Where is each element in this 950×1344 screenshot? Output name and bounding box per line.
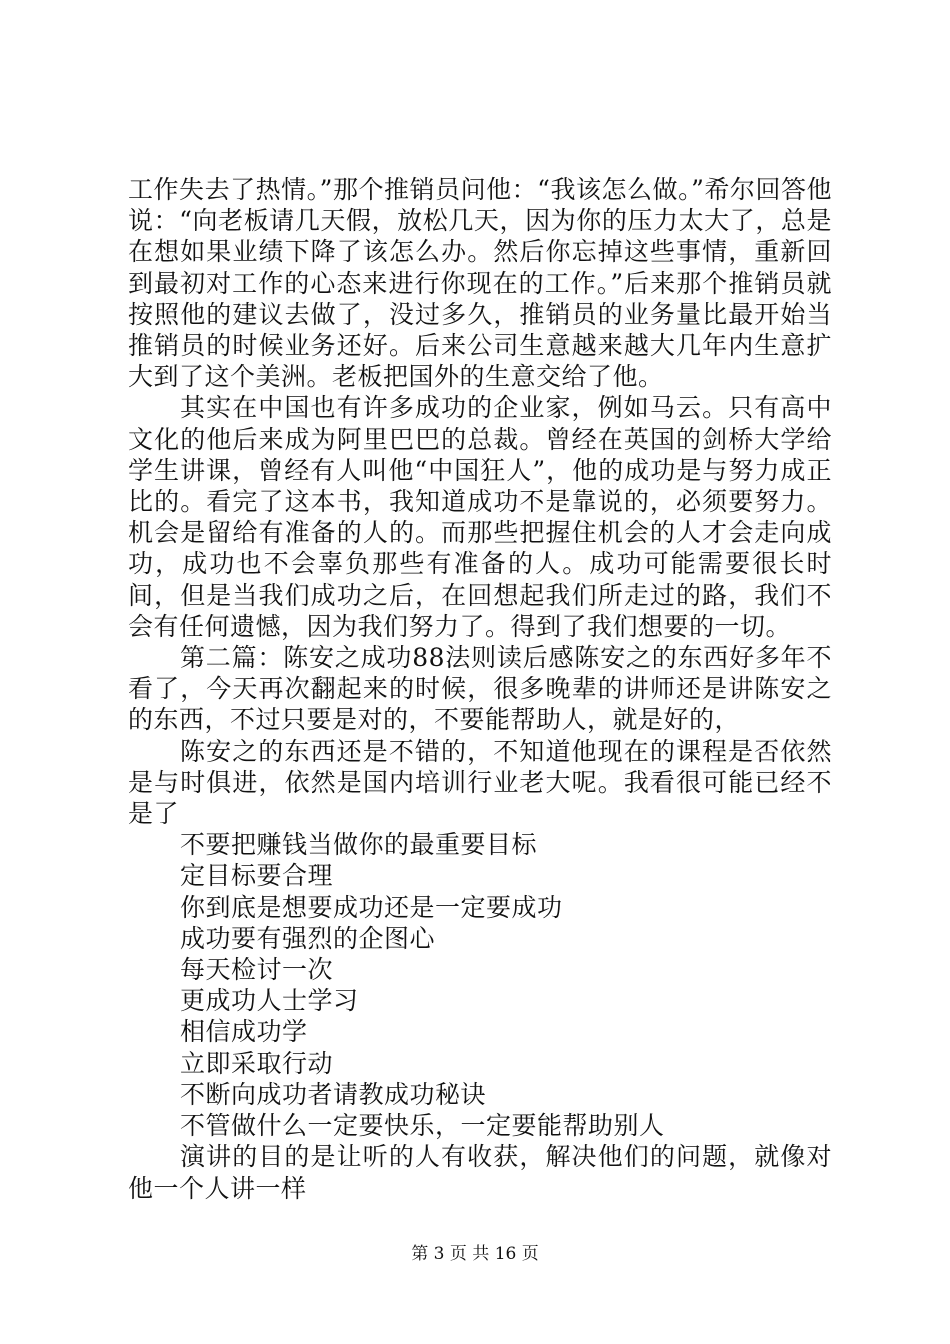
rules-list [128,829,832,1141]
list-item: 定目标要合理 [180,861,334,891]
paragraph-4: 陈安之的东西还是不错的，不知道他现在的课程是否依然是与时俱进，依然是国内培训行业老大呢。我看很可能已经不是了 [128,736,832,829]
page-footer: 第 3 页 共 16 页 [411,1244,539,1264]
list-item: 你到底是想要成功还是一定要成功 [180,892,563,922]
list-item: 不要把赚钱当做你的最重要目标 [180,830,538,860]
list-item: 不管做什么一定要快乐，一定要能帮助别人 [180,1111,665,1141]
paragraph-3: 第二篇：陈安之成功88法则读后感陈安之的东西好多年不看了，今天再次翻起来的时候，很多晚辈的讲师还是讲陈安之的东西，不过只要是对的，不要能帮助人，就是好的， [128,643,832,735]
list-item: 相信成功学 [180,1017,308,1047]
closing-paragraph: 演讲的目的是让听的人有收获，解决他们的问题，就像对他一个人讲一样 [128,1142,832,1203]
list-item: 成功要有强烈的企图心 [180,923,436,953]
list-item: 每天检讨一次 [180,955,334,985]
list-item: 不断向成功者请教成功秘诀 [180,1079,487,1109]
paragraph-1: 工作失去了热情。”那个推销员问他：“我该怎么做。”希尔回答他说：“向老板请几天假，放松几天，因为你的压力太大了，总是在想如果业绩下降了该怎么办。然后你忘掉这些事情，重新回到最初对工作的心态来进行你现在的工作。”后来那个推销员就按照他的建议去做了，没过多久，推销员的业务量比最开始当推销员的时候业务还好。后来公司生意越来越大几年内生意扩大到了这个美洲。老板把国外的生意交给了他。 [128,175,832,392]
list-item: 更成功人士学习 [180,986,359,1016]
paragraph-2: 其实在中国也有许多成功的企业家，例如马云。只有高中文化的他后来成为阿里巴巴的总裁。曾经在英国的剑桥大学给学生讲课，曾经有人叫他“中国狂人”，他的成功是与努力成正比的。看完了这本书，我知道成功不是靠说的，必须要努力。机会是留给有准备的人的。而那些把握住机会的人才会走向成功，成功也不会辜负那些有准备的人。成功可能需要很长时间，但是当我们成功之后，在回想起我们所走过的路，我们不会有任何遗憾，因为我们努力了。得到了我们想要的一切。 [128,393,832,641]
document-body [128,174,832,1204]
list-item: 立即采取行动 [180,1048,334,1078]
